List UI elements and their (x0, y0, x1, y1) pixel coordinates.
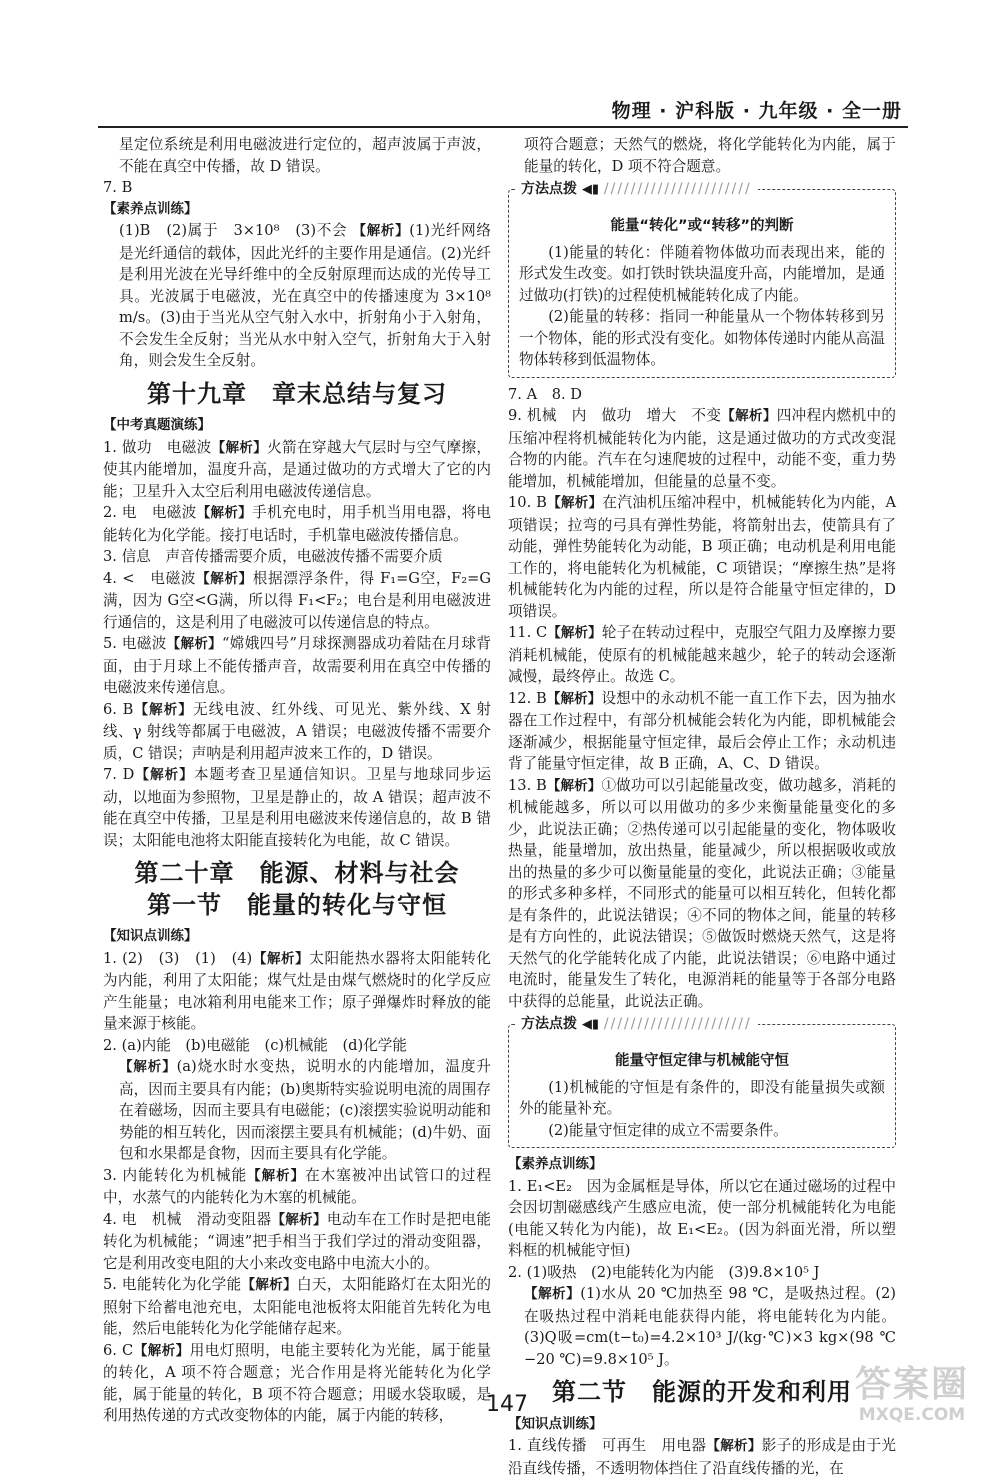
answer-7: 7. B (103, 179, 133, 196)
answer-item: 1. 直线传播 可再生 用电器【解析】影子的形成是由于光沿直线传播，不透明物体挡住了沿直线传播的光，在 (508, 1437, 896, 1477)
method-tip-tag: 方法点拨 ◀▮ ////////////////////// (515, 179, 758, 201)
section-label-knowledge: 【知识点训练】 (103, 928, 198, 944)
section-label-literacy: 【素养点训练】 (103, 200, 198, 217)
answer-item: 3. 内能转化为机械能【解析】在木塞被冲出试管口的过程中，水蒸气的内能转化为木塞的机械能。 (103, 1166, 491, 1206)
decorative-slashes: ////////////////////// (603, 1016, 752, 1032)
section-2-title: 第二节 能源的开发和利用 (552, 1378, 852, 1406)
answer-item: 6. B【解析】无线电波、红外线、可见光、紫外线、X 射线、γ 射线等都属于电磁波，A 错误；电磁波传播不需要介质，C 错误；声呐是利用超声波来工作的，D 错误。 (103, 700, 492, 762)
answer-item: 2. (a)内能 (b)电磁能 (c)机械能 (d)化学能 (103, 1036, 407, 1054)
section-label-exam: 【中考真题演练】 (103, 417, 211, 433)
chapter-19-title: 第十九章 章末总结与复习 (147, 379, 447, 408)
analysis-tag: 【解析】 (352, 223, 410, 239)
answer-text: (1)B (2)属于 3×10⁸ (3)不会 (119, 222, 348, 239)
tip-paragraph: (1)能量的转化：伴随着物体做功而表现出来，能的形式发生改变。如打铁时铁块温度升高，内能增加，是通过做功(打铁)的过程使机械能转化成了内能。 (519, 243, 885, 304)
right-answers (508, 384, 896, 1013)
answer-item: 1. E₁<E₂ 因为金属框是导体，所以它在通过磁场的过程中会因切割磁感线产生感应电流，使一部分机械能转化为电能(电能又转化为内能)，故 E₁<E₂。(因为斜面光滑，所以塑料框的机械能守恒) (508, 1177, 896, 1259)
answer-item: 7. D【解析】本题考查卫星通信知识。卫星与地球同步运动，以地面为参照物，卫星是静止的，故 A 错误；超声波不能在真空中传播，卫星是利用电磁波来传递信息的，故 B 错误；太阳能电池将太阳能直接转化为电能，故 C 错误。 (103, 766, 492, 849)
answer-item: 1. (2) (3) (1) (4)【解析】太阳能热水器将太阳能转化为内能，利用了太阳能；煤气灶是由煤气燃烧时的化学反应产生能量；电冰箱利用电能来工作；原子弹爆炸时释放的能量来源于核能。 (103, 949, 491, 1032)
chapter-20-title: 第二十章 能源、材料与社会 (134, 859, 460, 887)
section-label-literacy: 【素养点训练】 (508, 1156, 603, 1172)
answer-item: 5. 电能转化为化学能【解析】白天，太阳能路灯在太阳光的照射下给蓄电池充电，太阳能电池板将太阳能首先转化为电能，然后电能转化为化学能储存起来。 (103, 1276, 491, 1337)
answer-item: 11. C【解析】轮子在转动过程中，克服空气阻力及摩擦力要消耗机械能，使原有的机械能越来越少，轮子的转动会逐渐减慢，最终停止。故选 C。 (508, 624, 896, 685)
speaker-icon: ◀▮ (581, 182, 600, 197)
answer-item: 1. 做功 电磁波【解析】火箭在穿越大气层时与空气摩擦，使其内能增加，温度升高，是通过做功的方式增大了它的内能；卫星升入太空后利用电磁波传递信息。 (103, 438, 491, 500)
left-column (103, 134, 491, 1427)
literacy-answer (103, 220, 491, 372)
continuation-text: 项符合题意；天然气的燃烧，将化学能转化为内能，属于能量的转化，D 项不符合题意。 (524, 136, 896, 175)
chapter-19-answers (103, 437, 491, 852)
header-rule (98, 126, 908, 128)
right-column (508, 134, 896, 1479)
continuation-text: 星定位系统是利用电磁波进行定位的，超声波属于声波，不能在真空中传播，故 D 错误。 (119, 136, 491, 175)
answer-item: 4. < 电磁波【解析】根据漂浮条件，得 F₁=G空，F₂=G满，因为 G空<G满，所以得 F₁<F₂；电台是利用电磁波进行通信的，这是利用了电磁波可以传递信息的特点。 (103, 569, 491, 631)
tip-title: 能量守恒定律与机械能守恒 (615, 1053, 789, 1069)
method-tip-tag: 方法点拨 ◀▮ ////////////////////// (515, 1014, 758, 1036)
page-number: 147 (486, 1392, 528, 1417)
answer-item: 9. 机械 内 做功 增大 不变【解析】四冲程内燃机中的压缩冲程将机械能转化为内能，这是通过做功的方式改变混合物的内能。汽车在匀速爬坡的过程中，动能不变，重力势能增加，机械能增加，但能量的总量不变。 (508, 407, 896, 490)
analysis-paragraph: 【解析】(a)烧水时水变热，说明水的内能增加，温度升高，因而主要具有内能；(b)奥斯特实验说明电流的周围存在着磁场，因而主要具有电磁能；(c)滚摆实验说明动能和势能的相互转化，因而滚摆主要具有机械能；(d)牛奶、面包和水果都是食物，因而主要具有化学能。 (119, 1058, 492, 1162)
decorative-slashes: ////////////////////// (603, 181, 752, 197)
section-label-knowledge: 【知识点训练】 (508, 1415, 603, 1432)
answer-item: 10. B【解析】在汽油机压缩冲程中，机械能转化为内能，A 项错误；拉弯的弓具有弹性势能，将箭射出去，使箭具有了动能，弹性势能转化为动能，B 项正确；电动机是利用电能工作的，将电能转化为机械能，C 项错误；“摩擦生热”是将机械能转化为内能的过程，所以是符合能量守恒定律的，D 项错误。 (508, 494, 897, 620)
site-watermark: 答案圈 MXQE.COM (854, 1364, 969, 1425)
speaker-icon: ◀▮ (581, 1017, 600, 1032)
answer-item: 7. A 8. D (508, 385, 582, 403)
answer-item: 13. B【解析】①做功可以引起能量改变，做功越多，消耗的机械能越多，所以可以用做功的多少来衡量能量变化的多少，此说法正确；②热传递可以引起能量的变化，物体吸收热量，能量增加，放出热量，能量减少，所以根据吸收或放出的热量的多少可以衡量能量的变化，此说法正确；③能量的形式多种多样，不同形式的能量可以相互转化，但转化都是有条件的，此说法错误；④不同的物体之间，能量的转移是有方向性的，此说法错误；⑤做饭时燃烧天然气，这是将天然气的化学能转化成了内能，此说法错误；⑥电路中通过电流时，能量发生了转化，电源消耗的能量等于各部分电路中获得的总能量，此说法正确。 (508, 776, 896, 1010)
method-tip-box (508, 181, 896, 378)
answer-item: 4. 电 机械 滑动变阻器【解析】电动车在工作时是把电能转化为机械能；“调速”把手相当于我们学过的滑动变阻器，它是利用改变电阻的大小来改变电路中电流大小的。 (103, 1210, 491, 1272)
section-1-title: 第一节 能量的转化与守恒 (147, 890, 447, 919)
tip-paragraph: (2)能量的转移：指同一种能量从一个物体转移到另一个物体，能的形式没有变化。如物体传递时内能从高温物体转移到低温物体。 (519, 308, 885, 368)
method-tip-box (508, 1016, 896, 1148)
tip-title: 能量“转化”或“转移”的判断 (610, 218, 794, 234)
answer-item: 2. (1)吸热 (2)电能转化为内能 (3)9.8×10⁵ J (508, 1263, 820, 1281)
answer-item: 12. B【解析】设想中的永动机不能一直工作下去，因为抽水器在工作过程中，有部分机械能会转化为内能，即机械能会逐渐减少，根据能量守恒定律，最后会停止工作；永动机违背了能量守恒定律，故 B 正确，A、C、D 错误。 (508, 689, 896, 772)
analysis-paragraph: 【解析】(1)水从 20 ℃加热至 98 ℃，是吸热过程。(2)在吸热过程中消耗电能获得内能，将电能转化为内能。(3)Q吸=cm(t−t₀)=4.2×10³ J/(kg·℃)×3 kg×(98 ℃−20 ℃)=9.8×10⁵ J。 (524, 1285, 896, 1368)
answer-item: 3. 信息 声音传播需要介质，电磁波传播不需要介质 (103, 548, 443, 565)
section-1-answers (103, 948, 491, 1427)
analysis-text: (1)光纤网络是光纤通信的载体，因此光纤的主要作用是通信。(2)光纤是利用光波在光导纤维中的全反射原理而达成的光传导工具。光波属于电磁波，光在真空中的传播速度为 3×10⁸ m/s。(3)由于当光从空气射入水中，折射角小于入射角，不会发生全反射；当光从水中射入空气，折射角大于入射角，则会发生全反射。 (119, 222, 491, 369)
tip-paragraph: (2)能量守恒定律的成立不需要条件。 (548, 1121, 788, 1139)
answer-item: 2. 电 电磁波【解析】手机充电时，用手机当用电器，将电能转化为化学能。接打电话时，手机靠电磁波传播信息。 (103, 504, 491, 544)
answer-item: 6. C【解析】用电灯照明，电能主要转化为光能，属于能量的转化，A 项不符合题意；光合作用是将光能转化为化学能，属于能量的转化，B 项不符合题意；用暖水袋取暖，是利用热传递的方式改变物体的内能，属于内能的转移， (103, 1341, 492, 1424)
tip-paragraph: (1)机械能的守恒是有条件的，即没有能量损失或额外的能量补充。 (519, 1078, 885, 1117)
answer-item: 5. 电磁波【解析】“嫦娥四号”月球探测器成功着陆在月球背面，由于月球上不能传播声音，故需要利用在真空中传播的电磁波来传递信息。 (103, 635, 491, 696)
running-head: 物理 · 沪科版 · 九年级 · 全一册 (611, 100, 902, 122)
